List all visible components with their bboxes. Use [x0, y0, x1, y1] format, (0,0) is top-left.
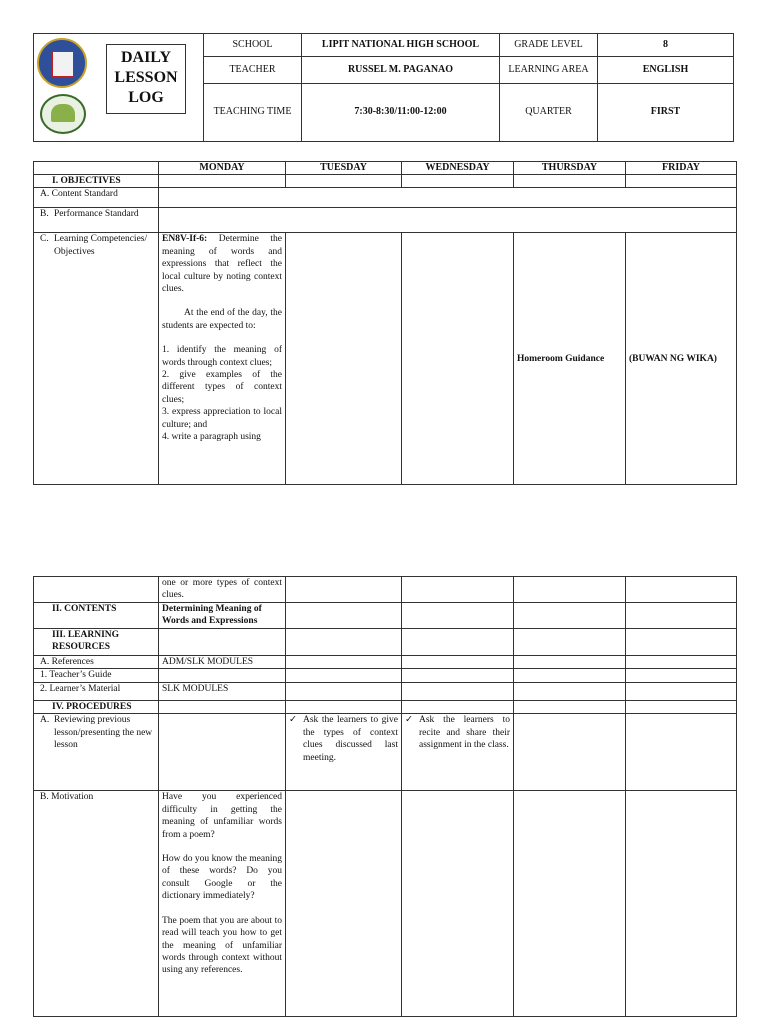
monday-motivation: [159, 791, 286, 1017]
item-label: Performance Standard: [54, 209, 139, 220]
contents-value: Determining Meaning of Words and Expressions: [159, 602, 286, 628]
empty-cell: [402, 577, 514, 603]
empty-cell: [626, 628, 737, 655]
performance-standard-label: [34, 208, 159, 233]
motivation-question: How do you know the meaning of these words? Do you consult Google or the dictionary immediately?: [162, 854, 282, 902]
item-number: B.: [40, 209, 49, 220]
objectives-intro: At the end of the day, the students are expected to:: [162, 308, 282, 331]
empty-cell: [402, 655, 514, 668]
item-label: Learning Competencies/ Objectives: [54, 234, 148, 257]
empty-cell: [286, 655, 402, 668]
content-standard-label: A. Content Standard: [34, 188, 159, 208]
procedures-heading: IV. PROCEDURES: [34, 701, 159, 714]
objective-item: 2. give examples of the different types of context clues;: [162, 370, 282, 405]
empty-cell: [286, 683, 402, 701]
empty-cell: [402, 701, 514, 714]
empty-cell: [286, 628, 402, 655]
objectives-table: [33, 161, 737, 485]
corner-cell: [34, 162, 159, 175]
objective-item: 4. write a paragraph using: [162, 432, 261, 443]
motivation-text: The poem that you are about to read will teach you how to get the meaning of unfamiliar words through context without using any references.: [162, 915, 282, 976]
performance-standard-value: [159, 208, 737, 233]
contents-heading: II. CONTENTS: [34, 602, 159, 628]
item-number: C.: [40, 234, 49, 245]
objectives-heading: I. OBJECTIVES: [34, 175, 159, 188]
quarter-value: FIRST: [598, 84, 734, 142]
competency-description: Determine the meaning of words and expressions that reflect the local culture by noting context clues.: [162, 234, 282, 295]
school-seal-icon: [40, 94, 86, 134]
empty-cell: [159, 669, 286, 683]
title-line: LOG: [128, 89, 164, 106]
learners-material-value: SLK MODULES: [159, 683, 286, 701]
time-label: TEACHING TIME: [204, 84, 302, 142]
learning-resources-heading: III. LEARNING RESOURCES: [34, 628, 159, 655]
empty-cell: [514, 714, 626, 791]
item-label: Reviewing previous lesson/presenting the new lesson: [54, 715, 153, 751]
empty-cell: [286, 669, 402, 683]
references-label: A. References: [34, 655, 159, 668]
title-line: DAILY: [120, 49, 172, 66]
empty-cell: [286, 602, 402, 628]
empty-cell: [402, 628, 514, 655]
empty-cell: [159, 628, 286, 655]
wednesday-review: [402, 714, 514, 791]
empty-cell: [286, 791, 402, 1017]
empty-cell: [286, 175, 402, 188]
contents-procedures-table: [33, 576, 737, 1017]
motivation-label: B. Motivation: [34, 791, 159, 1017]
area-value: ENGLISH: [598, 57, 734, 84]
wednesday-competencies: [402, 233, 514, 485]
empty-cell: [626, 701, 737, 714]
empty-cell: [514, 669, 626, 683]
motivation-question: Have you experienced difficulty in getting the meaning of unfamiliar words from a poem?: [162, 792, 282, 840]
empty-cell: [34, 577, 159, 603]
day-thursday: THURSDAY: [514, 162, 626, 175]
teacher-label: TEACHER: [204, 57, 302, 84]
day-friday: FRIDAY: [626, 162, 737, 175]
empty-cell: [286, 577, 402, 603]
tuesday-review: [286, 714, 402, 791]
grade-value: 8: [598, 34, 734, 57]
empty-cell: [514, 175, 626, 188]
empty-cell: [514, 683, 626, 701]
competencies-label: [34, 233, 159, 485]
empty-cell: [626, 175, 737, 188]
area-label: LEARNING AREA: [500, 57, 598, 84]
school-label: SCHOOL: [204, 34, 302, 57]
empty-cell: [402, 683, 514, 701]
empty-cell: [402, 791, 514, 1017]
empty-cell: [514, 602, 626, 628]
empty-cell: [514, 655, 626, 668]
empty-cell: [626, 602, 737, 628]
daily-lesson-log-title: [106, 44, 186, 114]
references-value: ADM/SLK MODULES: [159, 655, 286, 668]
header-table: [33, 33, 734, 142]
empty-cell: [159, 175, 286, 188]
monday-competencies: [159, 233, 286, 485]
empty-cell: [402, 602, 514, 628]
empty-cell: [626, 577, 737, 603]
tuesday-competencies: [286, 233, 402, 485]
empty-cell: [402, 669, 514, 683]
day-wednesday: WEDNESDAY: [402, 162, 514, 175]
day-tuesday: TUESDAY: [286, 162, 402, 175]
time-value: 7:30-8:30/11:00-12:00: [302, 84, 500, 142]
logo-area: [34, 34, 204, 142]
friday-buwan-ng-wika: (BUWAN NG WIKA): [626, 233, 737, 485]
empty-cell: [514, 577, 626, 603]
objective-item: 1. identify the meaning of words through context clues;: [162, 345, 282, 368]
empty-cell: [626, 683, 737, 701]
empty-cell: [286, 701, 402, 714]
review-activity-text: Ask the learners to recite and share their assignment in the class.: [419, 715, 510, 751]
empty-cell: [626, 791, 737, 1017]
thursday-homeroom-guidance: Homeroom Guidance: [514, 233, 626, 485]
day-monday: MONDAY: [159, 162, 286, 175]
grade-label: GRADE LEVEL: [500, 34, 598, 57]
learners-material-label: 2. Learner’s Material: [34, 683, 159, 701]
empty-cell: [514, 791, 626, 1017]
teachers-guide-label: 1. Teacher’s Guide: [34, 669, 159, 683]
check-mark-icon: ✓: [405, 715, 413, 726]
quarter-label: QUARTER: [500, 84, 598, 142]
monday-review: [159, 714, 286, 791]
review-label: [34, 714, 159, 791]
empty-cell: [626, 655, 737, 668]
title-line: LESSON: [114, 69, 178, 86]
competency-code: EN8V-If-6:: [162, 234, 208, 245]
teacher-value: RUSSEL M. PAGANAO: [302, 57, 500, 84]
content-standard-value: [159, 188, 737, 208]
empty-cell: [626, 714, 737, 791]
deped-seal-icon: [37, 38, 87, 88]
check-mark-icon: ✓: [289, 715, 297, 726]
school-value: LIPIT NATIONAL HIGH SCHOOL: [302, 34, 500, 57]
empty-cell: [514, 701, 626, 714]
empty-cell: [514, 628, 626, 655]
item-number: A.: [40, 715, 50, 726]
review-activity-text: Ask the learners to give the types of context clues discussed last meeting.: [303, 715, 398, 763]
empty-cell: [402, 175, 514, 188]
continued-objective: one or more types of context clues.: [159, 577, 286, 603]
empty-cell: [626, 669, 737, 683]
objective-item: 3. express appreciation to local culture; and: [162, 407, 282, 430]
empty-cell: [159, 701, 286, 714]
